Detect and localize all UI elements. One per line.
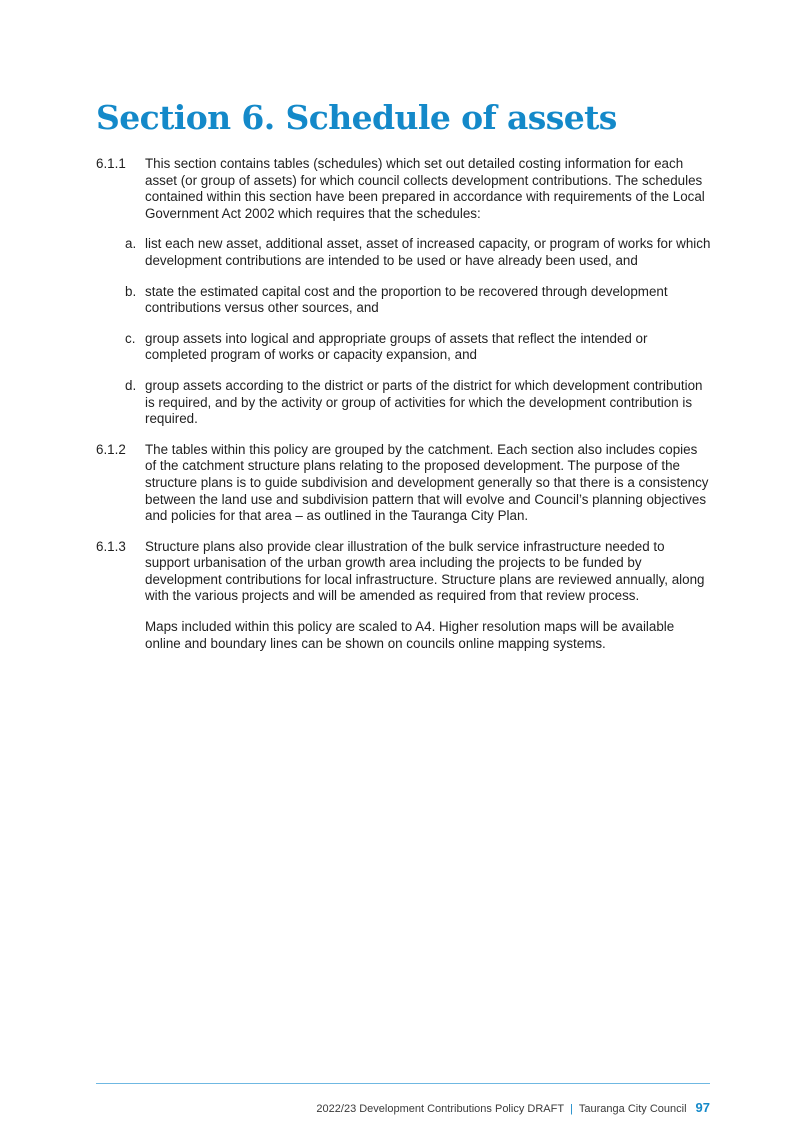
list-item-letter: a. [125, 236, 137, 252]
paragraph-text: This section contains tables (schedules) which set out detailed costing information for each asset (or group of assets) for which council collects development contributions. The schedules contained within this section have been prepared in accordance with requirements of the Local Government Act 2002 which requires that the schedules: [145, 156, 705, 221]
list-item-letter: c. [125, 330, 136, 346]
paragraph-6-1-3-continuation: Maps included within this policy are scaled to A4. Higher resolution maps will be available online and boundary lines can be shown on councils online mapping systems. [145, 619, 675, 651]
list-item [125, 284, 712, 317]
paragraph-6-1-2 [96, 442, 712, 525]
page-number: 97 [695, 1100, 710, 1115]
paragraph-text: The tables within this policy are grouped by the catchment. Each section also includes copies of the catchment structure plans relating to the proposed development. The purpose of the structure plans is to guide subdivision and development generally so that there is a consistency between the land use and subdivision pattern that will evolve and Council’s planning objectives and policies for that area – as outlined in the Tauranga City Plan. [145, 441, 709, 524]
paragraph-number: 6.1.2 [96, 441, 126, 457]
page-footer [316, 1100, 710, 1115]
list-item-text: group assets according to the district or parts of the district for which development contribution is required, and by the activity or group of activities for which the development contribution is required. [145, 377, 703, 427]
list-item-letter: b. [125, 283, 137, 299]
list-item [125, 236, 712, 269]
document-body [96, 156, 712, 666]
list-item-text: state the estimated capital cost and the proportion to be recovered through development contributions versus other sources, and [145, 283, 668, 316]
footer-organisation: Tauranga City Council [578, 1103, 687, 1115]
paragraph-6-1-3 [96, 539, 712, 605]
paragraph-6-1-1 [96, 156, 712, 222]
footer-divider [96, 1083, 710, 1084]
footer-separator: | [570, 1103, 573, 1115]
list-item-text: group assets into logical and appropriate groups of assets that reflect the intended or completed program of works or capacity expansion, and [145, 330, 648, 363]
list-item [125, 331, 712, 364]
list-item-letter: d. [125, 377, 137, 393]
paragraph-number: 6.1.3 [96, 538, 126, 554]
paragraph-number: 6.1.1 [96, 156, 126, 171]
paragraph-text: Structure plans also provide clear illustration of the bulk service infrastructure needed to support urbanisation of the urban growth area including the projects to be funded by development contributions for local infrastructure. Structure plans are reviewed annually, along with the various projects and will be amended as required from that review process. [145, 538, 705, 604]
list-item-text: list each new asset, additional asset, asset of increased capacity, or program of works for which development contributions are intended to be used or have already been used, and [145, 236, 711, 268]
page-title: Section 6. Schedule of assets [96, 98, 617, 137]
footer-document-title: 2022/23 Development Contributions Policy DRAFT [316, 1103, 565, 1115]
list-item [125, 378, 712, 428]
